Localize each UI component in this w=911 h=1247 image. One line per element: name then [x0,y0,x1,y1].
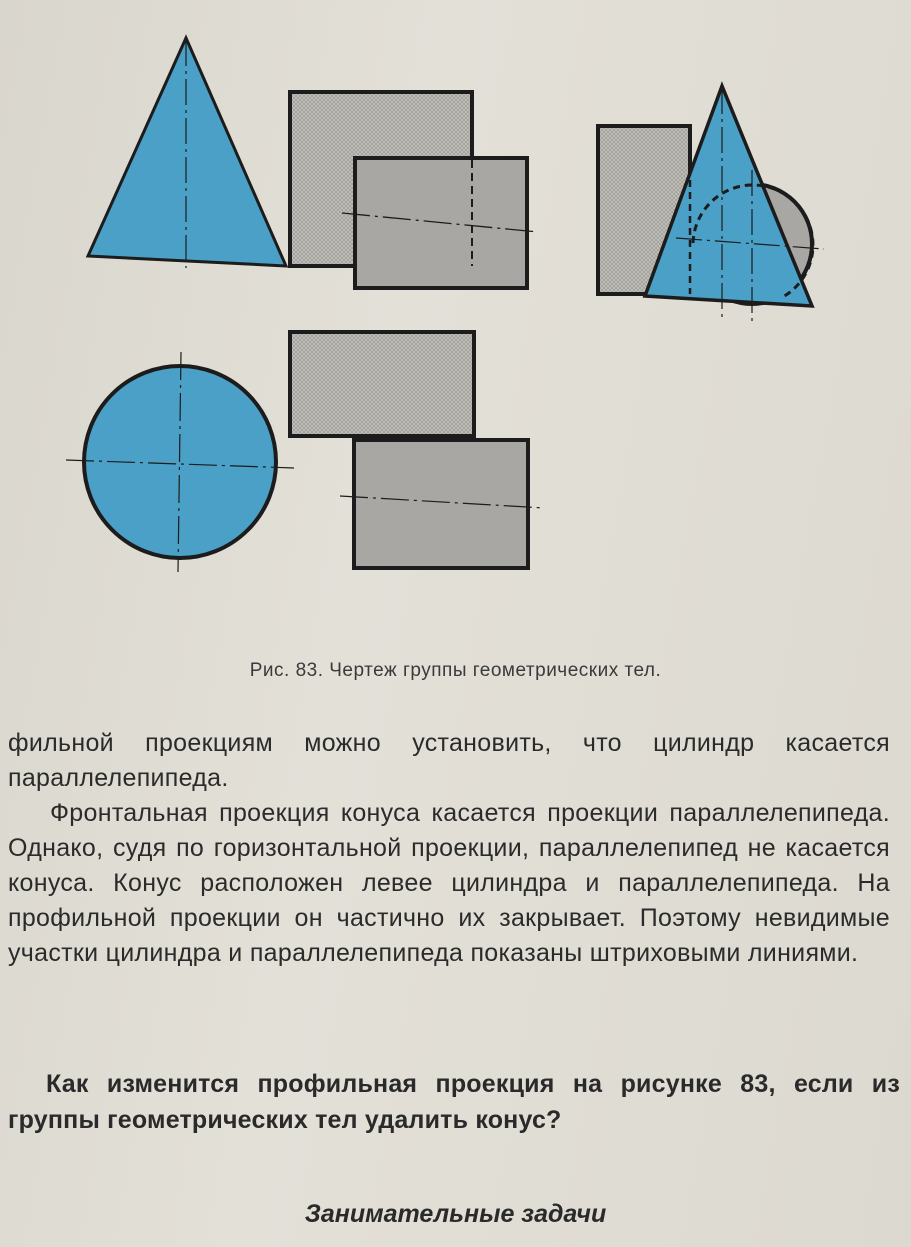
section-title: Занимательные задачи [304,1200,607,1228]
cylinder-top-view [354,440,528,568]
body-text [8,726,890,971]
box-top-view [290,332,474,436]
paragraph-1: фильной проекциям можно установить, что цилиндр касается параллелепипеда. [8,729,890,792]
profile-view [598,86,824,322]
top-view [66,332,544,572]
front-view [88,38,538,288]
question-text: Как изменится профильная проекция на рисунке 83, если из группы геометрических тел удалить конус? [8,1070,900,1134]
figure-caption: Рис. 83. Чертеж группы геометрических тел. [249,660,662,681]
paragraph-2: Фронтальная проекция конуса касается проекции параллелепипеда. Однако, судя по горизонтальной проекции, параллелепипед не касается конуса. Конус расположен левее цилиндра и параллелепипеда. На профильной проекции он частично их закрывает. Поэтому невидимые участки цилиндра и параллелепипеда показаны штриховыми линиями. [8,799,890,967]
cone-front-view [88,38,286,266]
